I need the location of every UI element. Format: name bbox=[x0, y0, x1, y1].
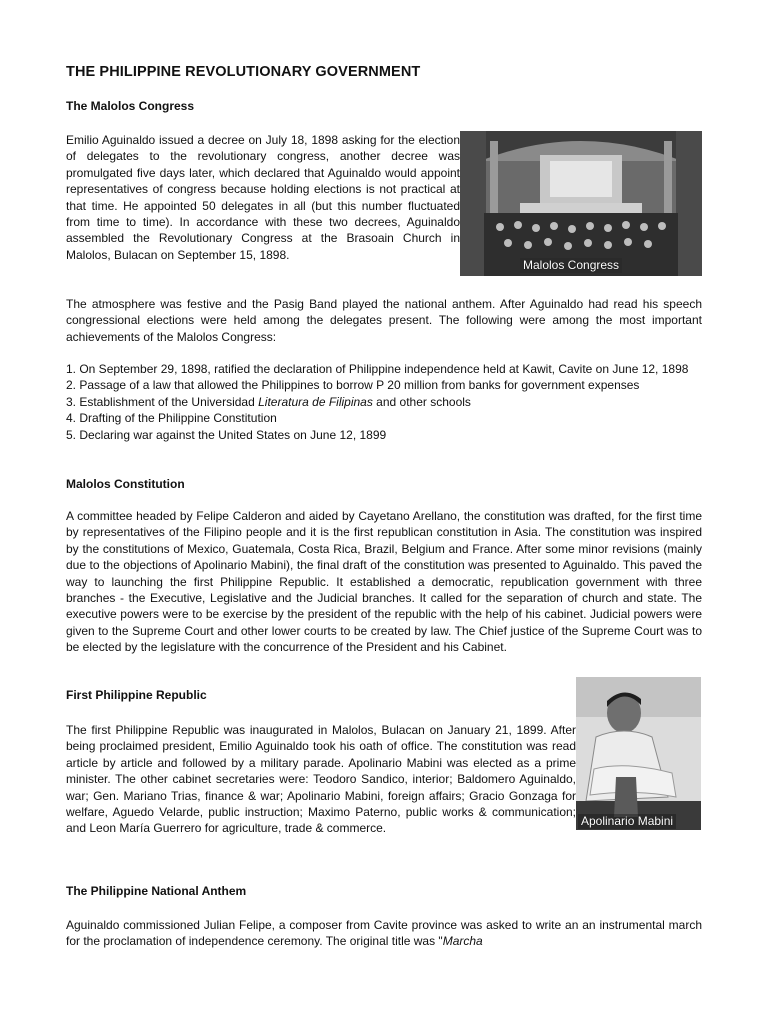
document-title: THE PHILIPPINE REVOLUTIONARY GOVERNMENT bbox=[66, 64, 421, 80]
achievements-list bbox=[66, 361, 702, 443]
heading-first-republic: First Philippine Republic bbox=[66, 688, 207, 702]
list-item: 4. Drafting of the Philippine Constitution bbox=[66, 411, 277, 426]
malolos-congress-photo bbox=[460, 131, 702, 276]
malolos-congress-photo-caption: Malolos Congress bbox=[520, 258, 622, 273]
list-item: 2. Passage of a law that allowed the Philippines to borrow P 20 million from banks for government expenses bbox=[66, 378, 640, 393]
anthem-text: Aguinaldo commissioned Julian Felipe, a composer from Cavite province was asked to write an an instrumental march for the proclamation of independence ceremony. The original title was " bbox=[66, 918, 702, 949]
heading-malolos-constitution: Malolos Constitution bbox=[66, 477, 185, 491]
paragraph-first-republic: The first Philippine Republic was inaugurated in Malolos, Bulacan on January 21, 1899. After being proclaimed president, Emilio Aguinaldo took his oath of office. The constitution was read article by article and followed by a military parade. Apolinario Mabini was elected as a prime minister. The other cabinet secretaries were: Teodoro Sandico, interior; Baldomero Aguinaldo, war; Gen. Mariano Trias, finance & war; Apolinario Mabini, foreign affairs; Gracio Gonzaga for welfare, Aguedo Velarde, public instruction; Maximo Paterno, public works & communication; and Leon María Guerrero for agriculture, trade & commerce. bbox=[66, 723, 576, 836]
mabini-photo-caption: Apolinario Mabini bbox=[578, 814, 676, 829]
mabini-image bbox=[576, 677, 701, 830]
achievement-3-suffix: and other schools bbox=[372, 394, 471, 409]
paragraph-national-anthem bbox=[66, 917, 702, 950]
malolos-congress-image bbox=[460, 131, 702, 276]
heading-malolos-congress: The Malolos Congress bbox=[66, 99, 195, 113]
paragraph-malolos-congress-intro: Emilio Aguinaldo issued a decree on July 18, 1898 asking for the election of delegates to the revolutionary congress, another decree was promulgated five days later, which declared that Aguinaldo would appoint representatives of congress because holding elections is not practical at that time. He appointed 50 delegates in all (but this number fluctuated from time to time). In accordance with these two decrees, Aguinaldo assembled the Revolutionary Congress at the Brasoain Church in Malolos, Bulacan on September 15, 1898. bbox=[66, 133, 460, 262]
mabini-photo bbox=[576, 677, 701, 830]
list-item bbox=[66, 394, 702, 410]
paragraph-malolos-constitution: A committee headed by Felipe Calderon and aided by Cayetano Arellano, the constitution was drafted, for the first time by representatives of the Filipino people and it is the first republican constitution in Asia. The constitution was inspired by the constitutions of Mexico, Guatemala, Costa Rica, Brazil, Belgium and France. After some minor revisions (mainly due to the objections of Apolinario Mabini), the final draft of the constitution was presented to Aguinaldo. This paved the way to launching the first Philippine Republic. It established a democratic, republication government with three branches - the Executive, Legislative and the Judicial branches. It called for the separation of church and state. The executive powers were to be exercise by the president of the republic with the help of his cabinet. Judicial powers were given to the Supreme Court and other lower courts to be created by law. The Chief justice of the Supreme Court was to be elected by the legislature with the concurrence of the President and his Cabinet. bbox=[66, 509, 702, 655]
achievement-3-italic: Literatura de Filipinas bbox=[258, 394, 373, 409]
heading-national-anthem: The Philippine National Anthem bbox=[66, 884, 247, 898]
achievement-3-prefix: 3. Establishment of the Universidad bbox=[66, 394, 259, 409]
anthem-italic-title: Marcha bbox=[442, 934, 483, 949]
paragraph-malolos-atmosphere: The atmosphere was festive and the Pasig Band played the national anthem. After Aguinaldo had read his speech congressional elections were held among the delegates present. The following were among the most important achievements of the Malolos Congress: bbox=[66, 297, 702, 344]
list-item: 1. On September 29, 1898, ratified the declaration of Philippine independence held at Kawit, Cavite on June 12, 1898 bbox=[66, 362, 689, 376]
list-item: 5. Declaring war against the United States on June 12, 1899 bbox=[66, 427, 387, 442]
